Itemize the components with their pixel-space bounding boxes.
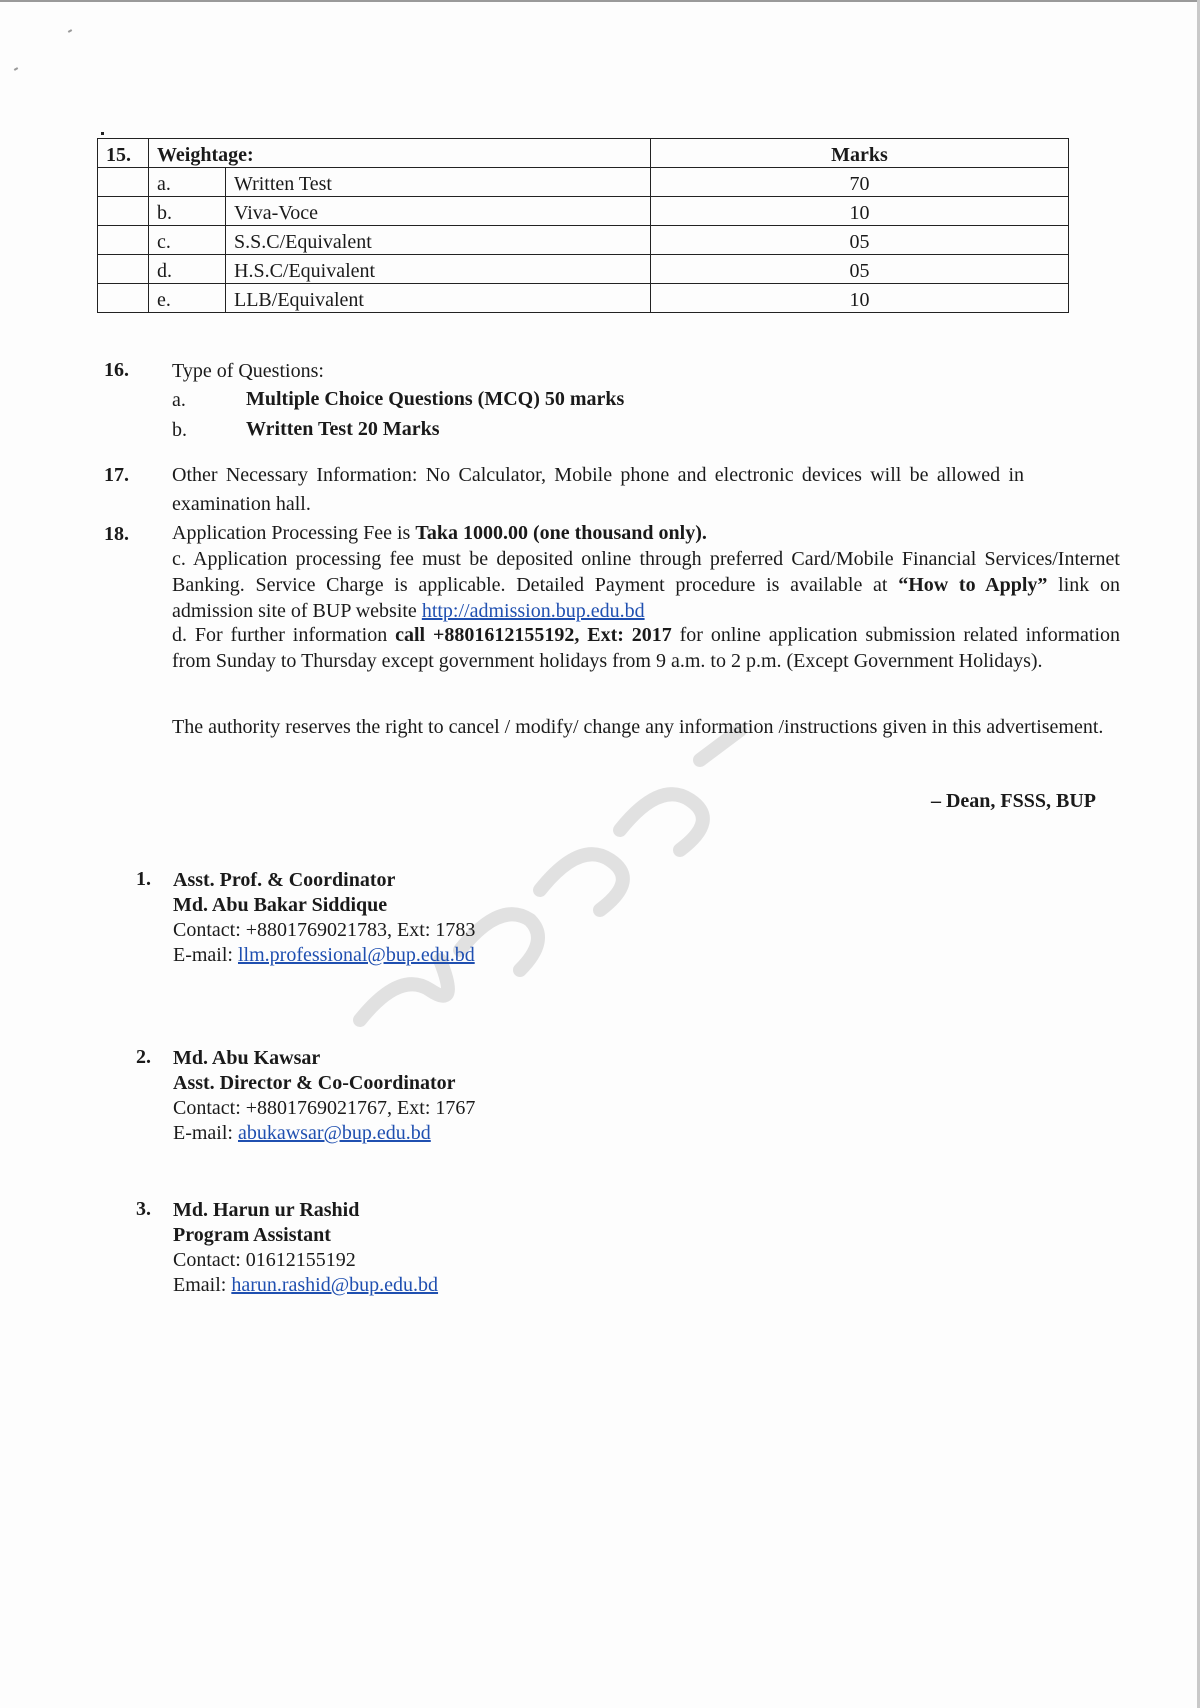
row-marks: 10 <box>651 197 1069 226</box>
row-item: Written Test <box>226 168 651 197</box>
row-item: H.S.C/Equivalent <box>226 255 651 284</box>
row-letter: b. <box>149 197 226 226</box>
contact-phone: Contact: +8801769021767, Ext: 1767 <box>173 1097 476 1119</box>
scan-speck <box>68 29 72 33</box>
item-number: 17. <box>104 464 129 486</box>
contact-line1: Md. Harun ur Rashid <box>173 1199 360 1221</box>
email-label: E-mail: <box>173 1122 238 1144</box>
contact-card <box>173 868 475 968</box>
authority-statement: The authority reserves the right to cancel / modify/ change any information /instructions given in this advertisement. <box>172 716 1104 738</box>
table-row <box>98 284 1069 313</box>
table-cell-empty <box>98 197 149 226</box>
call-number: call +8801612155192, Ext: 2017 <box>395 624 672 646</box>
contact-line1: Asst. Prof. & Coordinator <box>173 869 396 891</box>
d-text: for online application submission related information from Sunday to Thursday except government holidays from 9 a.m. to 2 p.m. (Except Government Holidays). <box>172 624 1121 672</box>
contact-line2: Asst. Director & Co-Coordinator <box>173 1072 456 1094</box>
scan-speck <box>14 67 18 71</box>
item-number: 15. <box>98 139 149 168</box>
contact-line1: Md. Abu Kawsar <box>173 1047 321 1069</box>
table-row <box>98 226 1069 255</box>
fee-prefix: Application Processing Fee is <box>172 522 416 544</box>
contact-email-line <box>173 1121 475 1146</box>
item16-a-letter: a. <box>172 389 186 411</box>
row-marks: 05 <box>651 226 1069 255</box>
table-cell-empty <box>98 226 149 255</box>
d-text: d. For further information <box>172 624 396 646</box>
fee-amount: Taka 1000.00 (one thousand only). <box>415 522 707 544</box>
contact-phone: Contact: 01612155192 <box>173 1249 356 1271</box>
table-row <box>98 255 1069 284</box>
weightage-table <box>97 138 1069 313</box>
row-marks: 10 <box>651 284 1069 313</box>
table-heading: Weightage: <box>149 139 651 168</box>
contact-line2: Program Assistant <box>173 1224 331 1246</box>
email-label: Email: <box>173 1274 232 1296</box>
marks-heading: Marks <box>651 139 1069 168</box>
table-row <box>98 197 1069 226</box>
table-cell-empty <box>98 168 149 197</box>
table-row <box>98 168 1069 197</box>
row-letter: c. <box>149 226 226 255</box>
contact-card <box>173 1198 438 1298</box>
contact-phone: Contact: +8801769021783, Ext: 1783 <box>173 919 476 941</box>
c-text: c. Application processing fee must be deposited online through preferred Card/Mobile Financial Services/Internet Banking. Service Charge is applicable. Detailed Payment procedure is available at <box>172 548 1120 596</box>
contact-card <box>173 1046 475 1146</box>
email-link[interactable]: harun.rashid@bup.edu.bd <box>231 1274 439 1296</box>
row-marks: 70 <box>651 168 1069 197</box>
signature: – Dean, FSSS, BUP <box>930 790 1096 812</box>
row-marks: 05 <box>651 255 1069 284</box>
row-letter: a. <box>149 168 226 197</box>
item-number: 16. <box>104 359 129 381</box>
item18-d-paragraph <box>172 622 1120 674</box>
email-link[interactable]: abukawsar@bup.edu.bd <box>237 1122 431 1144</box>
contact-number: 1. <box>136 868 151 890</box>
contact-email-line <box>173 1273 438 1298</box>
email-link[interactable]: llm.professional@bup.edu.bd <box>237 944 475 966</box>
admission-link[interactable]: http://admission.bup.edu.bd <box>421 600 645 622</box>
row-letter: d. <box>149 255 226 284</box>
table-cell-empty <box>98 284 149 313</box>
contact-email-line <box>173 943 475 968</box>
item18-fee-line <box>172 520 707 546</box>
email-label: E-mail: <box>173 944 238 966</box>
table-header-row <box>98 139 1069 168</box>
contact-number: 3. <box>136 1198 151 1220</box>
row-item: Viva-Voce <box>226 197 651 226</box>
contact-line2: Md. Abu Bakar Siddique <box>173 894 388 916</box>
c-text: link on admission site of BUP website <box>172 574 1120 622</box>
row-item: LLB/Equivalent <box>226 284 651 313</box>
row-letter: e. <box>149 284 226 313</box>
scan-top-border <box>0 0 1200 2</box>
item16-a-text: Multiple Choice Questions (MCQ) 50 marks <box>246 388 625 410</box>
how-to-apply: “How to Apply” <box>898 574 1048 596</box>
item17-text: Other Necessary Information: No Calculator, Mobile phone and electronic devices will be allowed in examination hall. <box>172 464 1024 515</box>
table-cell-empty <box>98 255 149 284</box>
item18-c-paragraph <box>172 546 1120 624</box>
row-item: S.S.C/Equivalent <box>226 226 651 255</box>
contact-number: 2. <box>136 1046 151 1068</box>
scan-dot <box>101 132 104 135</box>
item16-b-letter: b. <box>172 419 187 441</box>
item16-b-text: Written Test 20 Marks <box>246 418 440 440</box>
item-number: 18. <box>104 523 129 545</box>
item16-title: Type of Questions: <box>172 360 324 382</box>
